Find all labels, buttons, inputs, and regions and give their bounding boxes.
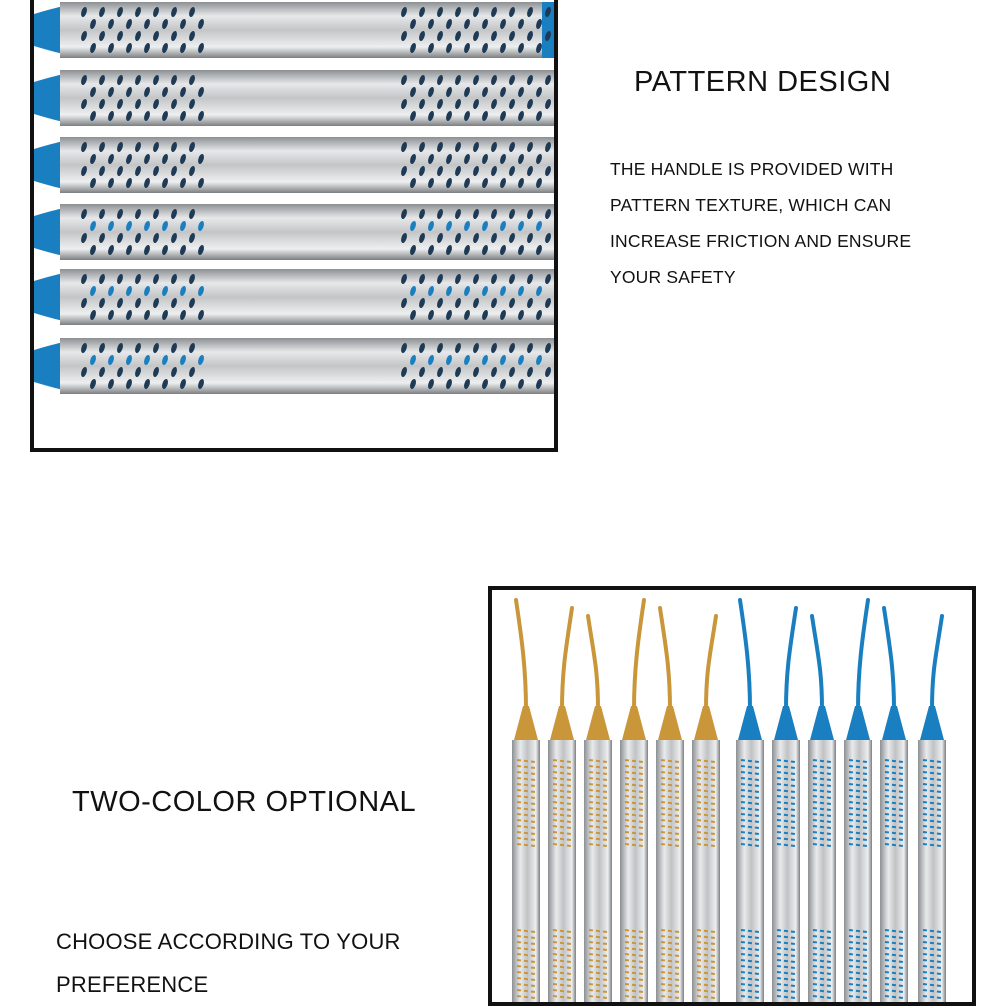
instrument: [808, 616, 836, 1002]
instrument: [736, 600, 764, 1002]
handle-rod: [34, 70, 554, 126]
instrument: [692, 616, 720, 1002]
handle-rod: [34, 204, 554, 260]
handle-rod: [34, 2, 554, 58]
handles-closeup-photo: [30, 0, 558, 452]
instrument-set-image: [492, 590, 972, 1002]
pattern-description-line: THE HANDLE IS PROVIDED WITH: [610, 159, 894, 179]
pattern-design-title: PATTERN DESIGN: [634, 66, 892, 98]
instrument: [512, 600, 540, 1002]
pattern-description-line: INCREASE FRICTION AND ENSURE: [610, 231, 912, 251]
two-color-description: [56, 920, 456, 1006]
instrument: [584, 616, 612, 1002]
handle-rod: [34, 269, 554, 325]
instrument: [918, 616, 946, 1002]
instrument: [844, 600, 872, 1002]
two-color-description-line: PREFERENCE: [56, 972, 209, 997]
instrument: [620, 600, 648, 1002]
handle-rod: [34, 137, 554, 193]
handles-closeup-image: [34, 0, 554, 448]
instrument-set-photo: [488, 586, 976, 1006]
pattern-description-line: YOUR SAFETY: [610, 267, 736, 287]
pattern-description-line: PATTERN TEXTURE, WHICH CAN: [610, 195, 892, 215]
instrument: [772, 608, 800, 1002]
two-color-title: TWO-COLOR OPTIONAL: [72, 786, 417, 818]
instrument: [656, 608, 684, 1002]
handle-rod: [34, 338, 554, 394]
two-color-description-line: CHOOSE ACCORDING TO YOUR: [56, 929, 401, 954]
instrument: [880, 608, 908, 1002]
pattern-design-description: [610, 151, 940, 295]
instrument: [548, 608, 576, 1002]
